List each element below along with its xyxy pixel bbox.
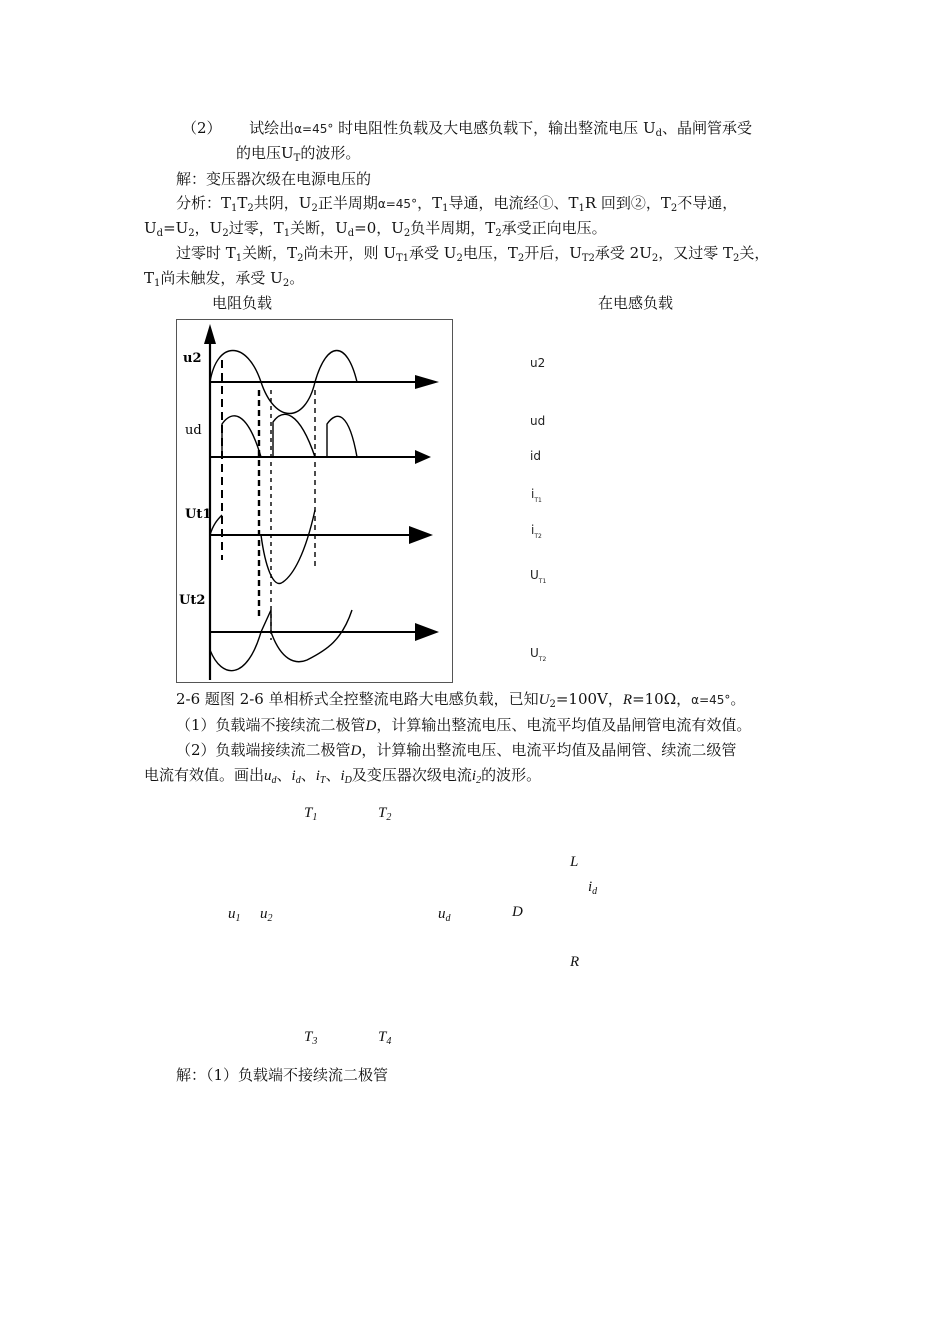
ind-it1-label: $i_{T1}$	[531, 487, 542, 504]
ut2-wave-label: Ut2	[179, 593, 206, 608]
analysis-line-2: $U_d=U_2$，$U_2$过零，$T_1$关断，$U_d=0$，$U_2$负半周期，$T_2$承受正向电压。	[144, 219, 607, 239]
q2-number: （2）	[182, 119, 222, 137]
solution-line-1: 解：变压器次级在电源电压的	[176, 170, 372, 188]
ud-wave-label: ud	[185, 423, 202, 438]
ind-it2-label: $i_{T2}$	[531, 523, 542, 540]
circuit-d-label: D	[512, 904, 523, 920]
ind-ut1-label: $U_{T1}$	[530, 568, 547, 585]
ind-id-label: id	[530, 449, 541, 463]
p26-line-3: （2）负载端接续流二极管D，计算输出整流电压、电流平均值及晶闸管、续流二级管	[176, 741, 737, 759]
circuit-ud-label: $u_d$	[438, 906, 451, 924]
zero-crossing-line-2: $T_1$尚未触发，承受 $U_2$。	[144, 269, 305, 289]
ind-ut2-label: $U_{T2}$	[530, 646, 547, 663]
u2-wave-label: u2	[183, 351, 202, 366]
circuit-t2-label: $T_2$	[378, 805, 392, 823]
caption-resistive-load: 电阻负载	[212, 294, 273, 312]
circuit-t4-label: $T_4$	[378, 1029, 392, 1047]
circuit-l-label: L	[570, 854, 579, 870]
circuit-r-label: R	[570, 954, 580, 970]
waveform-drawing	[177, 320, 452, 682]
p26-line-1: 2-6 题图 2-6 单相桥式全控整流电路大电感负载，已知$U_2=100V$，R=10Ω，α=45°。	[176, 690, 746, 710]
solution-line-2: 解：（1）负载端不接续流二极管	[176, 1066, 389, 1084]
circuit-u1-label: $u_1$	[228, 906, 241, 924]
analysis-line-1: 分析：$T_1T_2$共阴，$U_2$正半周期α=45°，$T_1$导通，电流经①、$T_1R$ 回到②，$T_2$不导通，	[176, 194, 738, 214]
q2-line2: 的电压$U_T$的波形。	[236, 144, 361, 164]
p26-line-4: 电流有效值。画出$u_d$、$i_d$、$i_T$、$i_D$及变压器次级电流$i_2$的波形。	[144, 766, 542, 786]
ind-u2-label: u2	[530, 356, 546, 370]
p26-line-2: （1）负载端不接续流二极管D，计算输出整流电压、电流平均值及晶闸管电流有效值。	[176, 716, 752, 734]
waveform-figure	[176, 319, 453, 683]
circuit-id-label: $i_d$	[588, 879, 598, 897]
zero-crossing-line-1: 过零时 $T_1$关断，$T_2$尚未开，则 $U_{T1}$承受 $U_2$电压，$T_2$开后，$U_{T2}$承受 $2U_2$，又过零 $T_2$关，	[176, 244, 770, 264]
circuit-u2-label: $u_2$	[260, 906, 273, 924]
q2-line1: （2） 试绘出α=45° 时电阻性负载及大电感负载下，输出整流电压 $U_d$、晶闸管承受	[182, 119, 753, 139]
circuit-t3-label: $T_3$	[304, 1029, 318, 1047]
caption-inductive-load: 在电感负载	[598, 294, 674, 312]
circuit-t1-label: $T_1$	[304, 805, 318, 823]
ut1-wave-label: Ut1	[185, 507, 212, 522]
ind-ud-label: ud	[530, 414, 546, 428]
